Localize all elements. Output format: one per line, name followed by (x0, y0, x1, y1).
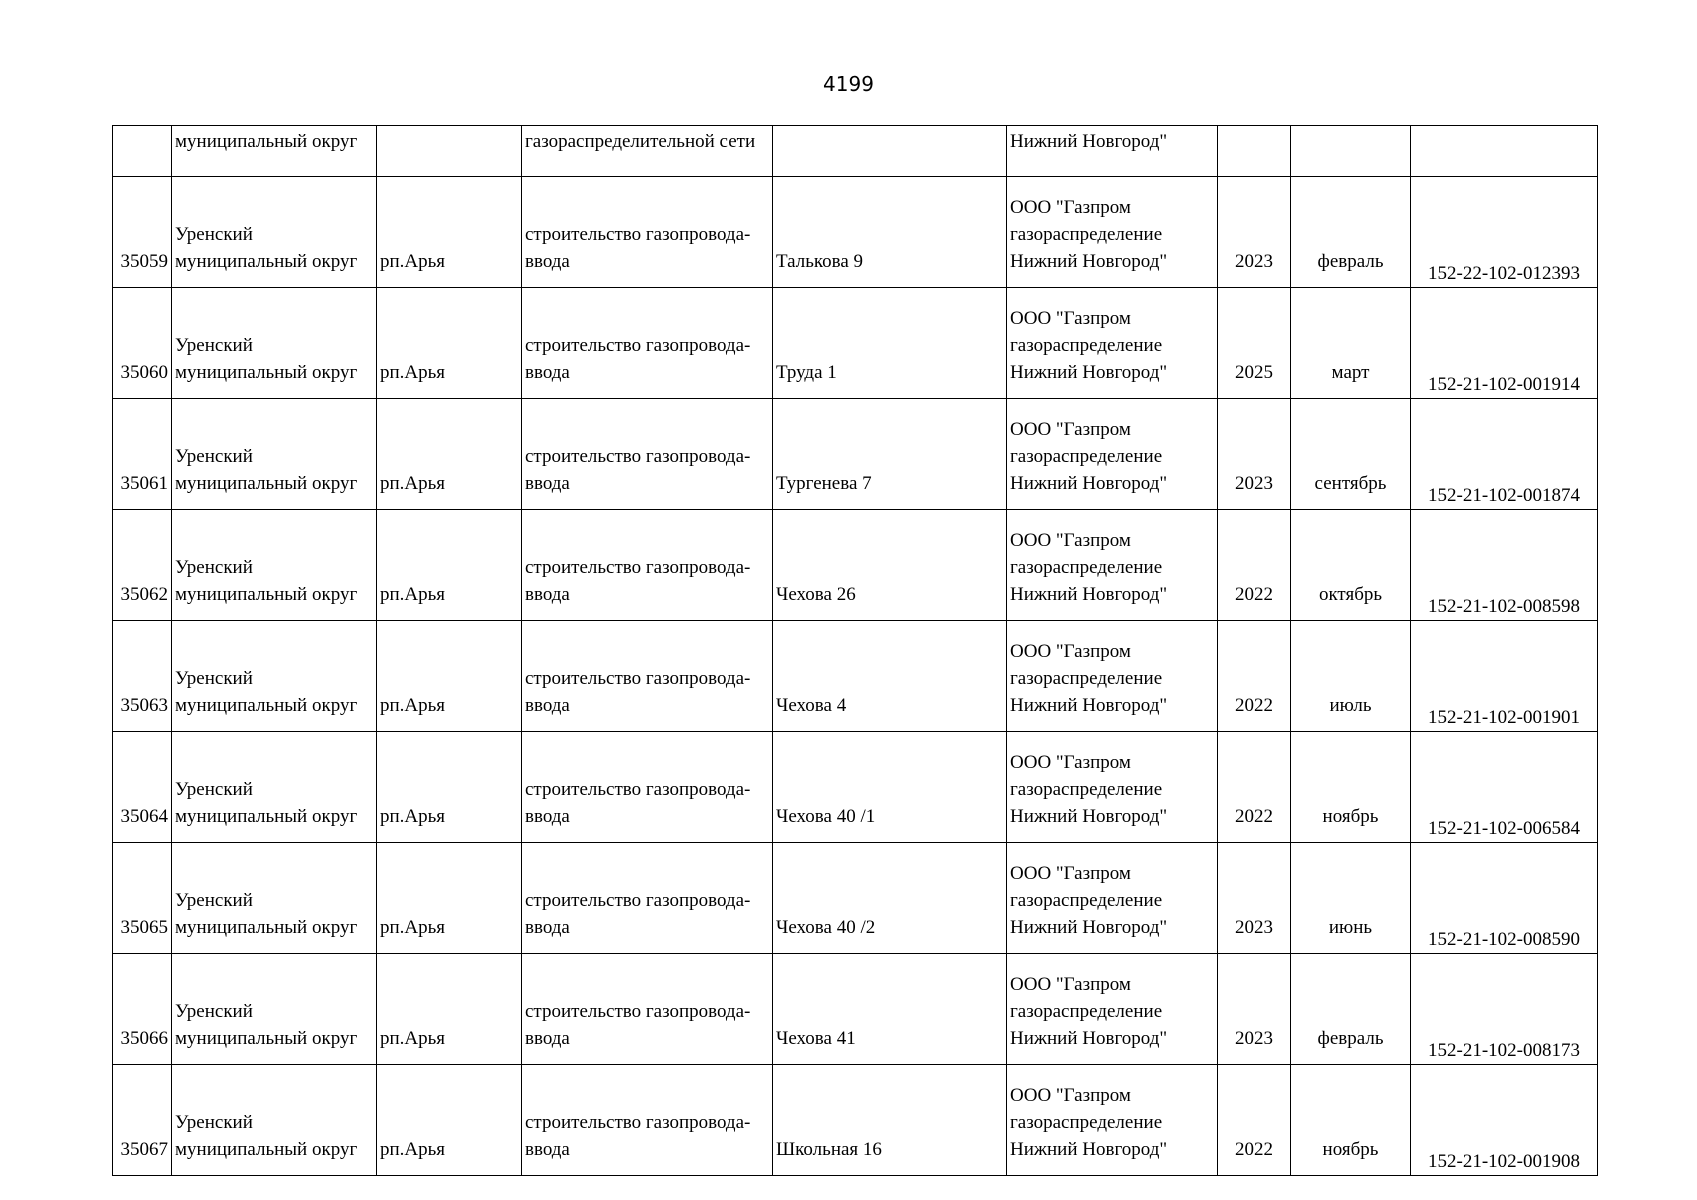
cell-org-text: газораспределение (1010, 1112, 1163, 1133)
cell-district-text: Уренский (175, 1001, 253, 1022)
cell-month-text: февраль (1317, 251, 1384, 272)
cell-org-text: газораспределение (1010, 668, 1163, 689)
cell-month (1291, 732, 1411, 843)
cell-work (522, 621, 773, 732)
cell-code (1411, 126, 1598, 177)
cell-number-text: 35066 (120, 1028, 168, 1049)
cell-org-text: Нижний Новгород" (1010, 806, 1168, 827)
cell-number (113, 1065, 172, 1176)
cell-org (1007, 954, 1218, 1065)
cell-address (773, 621, 1007, 732)
table-row (113, 288, 1598, 399)
table-row (113, 1065, 1598, 1176)
cell-district-text: Уренский (175, 335, 253, 356)
cell-org-text: Нижний Новгород" (1010, 362, 1168, 383)
cell-org (1007, 732, 1218, 843)
cell-code-text: 152-21-102-001908 (1428, 1151, 1580, 1172)
cell-code-text: 152-21-102-008598 (1428, 596, 1580, 617)
cell-month (1291, 843, 1411, 954)
cell-address-text: Талькова 9 (776, 251, 864, 272)
cell-work-text: ввода (525, 362, 570, 383)
cell-work-text: ввода (525, 584, 570, 605)
cell-org-text: газораспределение (1010, 890, 1163, 911)
cell-district: муниципальный округ (172, 126, 377, 177)
cell-org (1007, 399, 1218, 510)
cell-address-text: Чехова 40 /1 (776, 806, 876, 827)
cell-number (113, 177, 172, 288)
cell-work-text: ввода (525, 251, 570, 272)
cell-address (773, 510, 1007, 621)
cell-work-text: ввода (525, 806, 570, 827)
cell-district (172, 732, 377, 843)
cell-work-text: ввода (525, 1139, 570, 1160)
cell-org-text: ООО "Газпром (1010, 308, 1131, 329)
cell-number (113, 843, 172, 954)
cell-year-text: 2022 (1235, 806, 1273, 827)
cell-month (1291, 1065, 1411, 1176)
cell-address (773, 732, 1007, 843)
cell-number (113, 510, 172, 621)
cell-work-text: строительство газопровода- (525, 668, 751, 689)
cell-year (1218, 954, 1291, 1065)
cell-year (1218, 621, 1291, 732)
cell-district (172, 954, 377, 1065)
data-table (112, 125, 1598, 1176)
cell-code (1411, 399, 1598, 510)
cell-district (172, 621, 377, 732)
cell-address (773, 954, 1007, 1065)
cell-number-text: 35061 (120, 473, 168, 494)
cell-org: Нижний Новгород" (1007, 126, 1218, 177)
cell-code (1411, 177, 1598, 288)
cell-code-text: 152-21-102-008590 (1428, 929, 1580, 950)
cell-org (1007, 510, 1218, 621)
table-row (113, 954, 1598, 1065)
cell-month-text: ноябрь (1322, 1139, 1379, 1160)
table-row (113, 399, 1598, 510)
cell-org-text: Нижний Новгород" (1010, 1028, 1168, 1049)
cell-org-text: газораспределение (1010, 335, 1163, 356)
cell-year-text: 2022 (1235, 584, 1273, 605)
cell-org (1007, 288, 1218, 399)
cell-month-text: март (1331, 362, 1370, 383)
cell-code-text: 152-21-102-001874 (1428, 485, 1580, 506)
cell-code (1411, 843, 1598, 954)
cell-district-text: Уренский (175, 557, 253, 578)
cell-number-text: 35060 (120, 362, 168, 383)
cell-settlement-text: рп.Арья (380, 362, 446, 383)
cell-org-text: газораспределение (1010, 1001, 1163, 1022)
cell-work (522, 954, 773, 1065)
cell-number (113, 621, 172, 732)
cell-year (1218, 126, 1291, 177)
cell-year-text: 2023 (1235, 473, 1273, 494)
cell-month (1291, 288, 1411, 399)
cell-month-text: июль (1329, 695, 1372, 716)
cell-year (1218, 732, 1291, 843)
cell-settlement (377, 288, 522, 399)
cell-month (1291, 399, 1411, 510)
cell-work-text: ввода (525, 1028, 570, 1049)
cell-work-text: ввода (525, 917, 570, 938)
cell-year (1218, 510, 1291, 621)
cell-address (773, 288, 1007, 399)
cell-org-text: ООО "Газпром (1010, 752, 1131, 773)
cell-work (522, 732, 773, 843)
cell-settlement (377, 177, 522, 288)
cell-year (1218, 288, 1291, 399)
cell-settlement-text: рп.Арья (380, 584, 446, 605)
cell-org-text: ООО "Газпром (1010, 641, 1131, 662)
cell-year (1218, 843, 1291, 954)
cell-org-text: ООО "Газпром (1010, 974, 1131, 995)
cell-settlement-text: рп.Арья (380, 806, 446, 827)
cell-work: газораспределительной сети (522, 126, 773, 177)
cell-org-text: Нижний Новгород" (1010, 251, 1168, 272)
cell-work-text: ввода (525, 473, 570, 494)
cell-org-text: газораспределение (1010, 557, 1163, 578)
cell-district-text: муниципальный округ (175, 362, 358, 383)
cell-work-text: строительство газопровода- (525, 1112, 751, 1133)
cell-org (1007, 177, 1218, 288)
cell-month (1291, 621, 1411, 732)
cell-code-text: 152-21-102-001901 (1428, 707, 1580, 728)
cell-district-text: муниципальный округ (175, 917, 358, 938)
cell-district-text: Уренский (175, 668, 253, 689)
table-row (113, 843, 1598, 954)
cell-work-text: строительство газопровода- (525, 890, 751, 911)
cell-work-text: строительство газопровода- (525, 779, 751, 800)
cell-address-text: Тургенева 7 (776, 473, 872, 494)
cell-work-text: строительство газопровода- (525, 557, 751, 578)
cell-district (172, 288, 377, 399)
table-row-continued (113, 126, 1598, 177)
table-row (113, 621, 1598, 732)
cell-district-text: муниципальный округ (175, 584, 358, 605)
cell-settlement (377, 954, 522, 1065)
cell-year-text: 2025 (1235, 362, 1273, 383)
cell-year-text: 2022 (1235, 695, 1273, 716)
cell-month (1291, 177, 1411, 288)
cell-district-text: муниципальный округ (175, 695, 358, 716)
cell-org-text: Нижний Новгород" (1010, 1139, 1168, 1160)
cell-number (113, 288, 172, 399)
cell-settlement-text: рп.Арья (380, 1139, 446, 1160)
cell-year-text: 2023 (1235, 1028, 1273, 1049)
cell-month (1291, 954, 1411, 1065)
cell-work (522, 1065, 773, 1176)
cell-settlement (377, 843, 522, 954)
cell-district (172, 399, 377, 510)
cell-address (773, 843, 1007, 954)
cell-month-text: февраль (1317, 1028, 1384, 1049)
cell-settlement-text: рп.Арья (380, 1028, 446, 1049)
cell-month-text: ноябрь (1322, 806, 1379, 827)
cell-district (172, 510, 377, 621)
cell-year-text: 2023 (1235, 251, 1273, 272)
cell-number (113, 126, 172, 177)
cell-number-text: 35062 (120, 584, 168, 605)
cell-district (172, 1065, 377, 1176)
page-number: 4199 (823, 72, 874, 96)
cell-org-text: ООО "Газпром (1010, 530, 1131, 551)
cell-number (113, 954, 172, 1065)
table-row (113, 510, 1598, 621)
cell-month-text: октябрь (1318, 584, 1383, 605)
cell-month (1291, 126, 1411, 177)
cell-district-text: Уренский (175, 890, 253, 911)
cell-district-text: муниципальный округ (175, 1139, 358, 1160)
cell-code (1411, 1065, 1598, 1176)
cell-year (1218, 177, 1291, 288)
cell-month-text: сентябрь (1314, 473, 1387, 494)
cell-year (1218, 1065, 1291, 1176)
cell-district-text: Уренский (175, 1112, 253, 1133)
cell-code (1411, 732, 1598, 843)
cell-code (1411, 954, 1598, 1065)
cell-address-text: Школьная 16 (776, 1139, 882, 1160)
cell-number (113, 399, 172, 510)
cell-year-text: 2022 (1235, 1139, 1273, 1160)
table-row (113, 732, 1598, 843)
cell-work (522, 399, 773, 510)
cell-work (522, 843, 773, 954)
cell-settlement (377, 510, 522, 621)
cell-address (773, 126, 1007, 177)
cell-org (1007, 1065, 1218, 1176)
cell-settlement-text: рп.Арья (380, 473, 446, 494)
cell-org (1007, 843, 1218, 954)
cell-code-text: 152-21-102-006584 (1428, 818, 1580, 839)
cell-district-text: муниципальный округ (175, 1028, 358, 1049)
cell-org-text: Нижний Новгород" (1010, 917, 1168, 938)
cell-org (1007, 621, 1218, 732)
cell-org-text: Нижний Новгород" (1010, 695, 1168, 716)
cell-number-text: 35063 (120, 695, 168, 716)
cell-code (1411, 288, 1598, 399)
cell-year (1218, 399, 1291, 510)
cell-number-text: 35064 (120, 806, 168, 827)
cell-address-text: Чехова 41 (776, 1028, 856, 1049)
cell-work-text: строительство газопровода- (525, 446, 751, 467)
cell-org-text: газораспределение (1010, 446, 1163, 467)
cell-work-text: строительство газопровода- (525, 224, 751, 245)
cell-district-text: муниципальный округ (175, 806, 358, 827)
cell-address-text: Труда 1 (776, 362, 837, 383)
cell-settlement (377, 732, 522, 843)
cell-work (522, 177, 773, 288)
cell-address-text: Чехова 26 (776, 584, 856, 605)
cell-work (522, 510, 773, 621)
cell-settlement-text: рп.Арья (380, 695, 446, 716)
cell-org-text: ООО "Газпром (1010, 419, 1131, 440)
cell-code-text: 152-21-102-001914 (1428, 374, 1580, 395)
cell-settlement (377, 1065, 522, 1176)
cell-district-text: Уренский (175, 224, 253, 245)
cell-district-text: Уренский (175, 779, 253, 800)
cell-settlement-text: рп.Арья (380, 251, 446, 272)
cell-address (773, 399, 1007, 510)
cell-district-text: Уренский (175, 446, 253, 467)
cell-org-text: ООО "Газпром (1010, 197, 1131, 218)
cell-number-text: 35065 (120, 917, 168, 938)
cell-address (773, 177, 1007, 288)
cell-work (522, 288, 773, 399)
cell-org-text: ООО "Газпром (1010, 1085, 1131, 1106)
cell-code-text: 152-21-102-008173 (1428, 1040, 1580, 1061)
cell-code (1411, 621, 1598, 732)
cell-settlement (377, 621, 522, 732)
table-row (113, 177, 1598, 288)
cell-district (172, 843, 377, 954)
cell-code (1411, 510, 1598, 621)
cell-year-text: 2023 (1235, 917, 1273, 938)
cell-month (1291, 510, 1411, 621)
cell-work-text: ввода (525, 695, 570, 716)
cell-org-text: ООО "Газпром (1010, 863, 1131, 884)
cell-district (172, 177, 377, 288)
cell-org-text: Нижний Новгород" (1010, 473, 1168, 494)
cell-district-text: муниципальный округ (175, 473, 358, 494)
cell-org-text: газораспределение (1010, 224, 1163, 245)
cell-number (113, 732, 172, 843)
cell-code-text: 152-22-102-012393 (1428, 263, 1580, 284)
cell-work-text: строительство газопровода- (525, 335, 751, 356)
cell-district-text: муниципальный округ (175, 251, 358, 272)
cell-settlement (377, 126, 522, 177)
cell-address-text: Чехова 40 /2 (776, 917, 876, 938)
cell-address (773, 1065, 1007, 1176)
cell-address-text: Чехова 4 (776, 695, 847, 716)
cell-number-text: 35067 (120, 1139, 168, 1160)
cell-number-text: 35059 (120, 251, 168, 272)
cell-settlement-text: рп.Арья (380, 917, 446, 938)
cell-month-text: июнь (1328, 917, 1373, 938)
cell-org-text: газораспределение (1010, 779, 1163, 800)
cell-org-text: Нижний Новгород" (1010, 584, 1168, 605)
cell-settlement (377, 399, 522, 510)
cell-work-text: строительство газопровода- (525, 1001, 751, 1022)
